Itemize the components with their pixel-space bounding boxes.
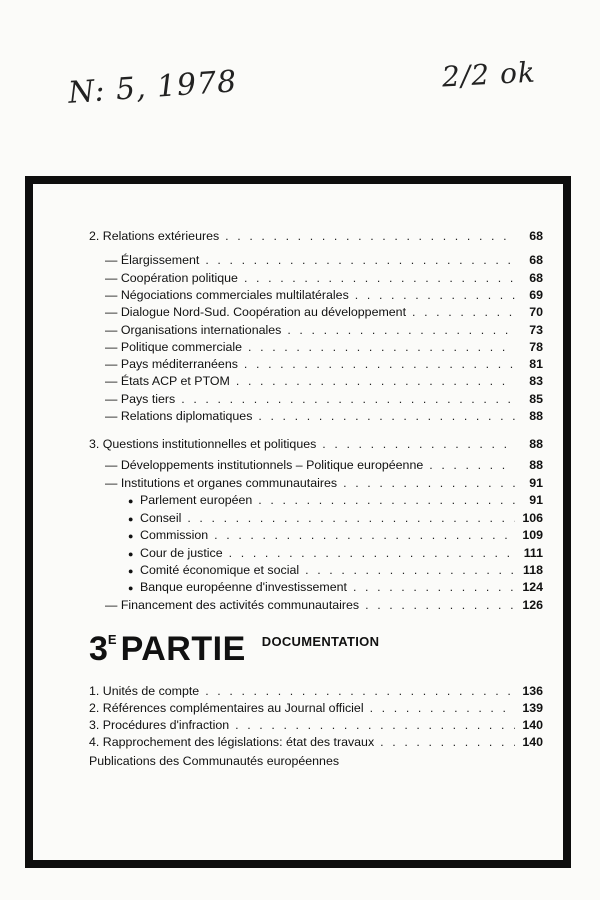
toc-label: — États ACP et PTOM	[105, 374, 230, 388]
bullet-icon: ●	[128, 549, 134, 559]
contents-frame	[25, 176, 571, 868]
toc-label: Conseil	[140, 511, 182, 525]
toc-label: 3. Procédures d'infraction	[89, 718, 230, 732]
toc-subitem[interactable]	[128, 511, 543, 528]
toc-page-number: 83	[529, 374, 543, 388]
partie-title: PARTIE	[120, 630, 246, 668]
dot-leader	[355, 288, 515, 302]
toc-page-number: 109	[522, 528, 543, 542]
toc-page-number: 140	[522, 718, 543, 732]
toc-page-number: 139	[522, 701, 543, 715]
dot-leader	[225, 229, 515, 243]
dot-leader	[214, 528, 515, 542]
toc-subitem[interactable]	[128, 563, 543, 580]
toc-doc-item[interactable]	[89, 701, 543, 718]
toc-page-number: 73	[529, 323, 543, 337]
dot-leader	[305, 563, 515, 577]
toc-label: 2. Relations extérieures	[89, 229, 220, 243]
publications-note: Publications des Communautés européennes	[89, 754, 340, 768]
toc-item[interactable]	[105, 323, 543, 340]
toc-page-number: 70	[529, 305, 543, 319]
toc-label: Comité économique et social	[140, 563, 300, 577]
toc-subitem[interactable]	[128, 528, 543, 545]
toc-page-number: 81	[529, 357, 543, 371]
toc-page-number: 68	[529, 271, 543, 285]
toc-label: Parlement européen	[140, 493, 253, 507]
toc-label: Commission	[140, 528, 209, 542]
toc-page-number: 140	[522, 735, 543, 749]
dot-leader	[258, 409, 515, 423]
table-of-contents	[33, 184, 563, 860]
toc-label: — Financement des activités communautaires	[105, 598, 360, 612]
toc-item[interactable]	[105, 253, 543, 270]
dot-leader	[205, 684, 515, 698]
dot-leader	[181, 392, 515, 406]
toc-page-number: 126	[522, 598, 543, 612]
partie-superscript: E	[107, 632, 117, 647]
toc-page-number: 78	[529, 340, 543, 354]
toc-page-number: 106	[522, 511, 543, 525]
dot-leader	[187, 511, 515, 525]
toc-label: 3. Questions institutionnelles et politiques	[89, 437, 317, 451]
dot-leader	[322, 437, 515, 451]
dot-leader	[412, 305, 515, 319]
toc-item[interactable]	[105, 288, 543, 305]
toc-page-number: 88	[529, 409, 543, 423]
dot-leader	[244, 271, 515, 285]
toc-label: — Coopération politique	[105, 271, 238, 285]
toc-label: Cour de justice	[140, 546, 223, 560]
partie-heading	[89, 632, 379, 666]
toc-label: — Négociations commerciales multilatérales	[105, 288, 349, 302]
toc-heading-relations[interactable]	[89, 229, 543, 246]
toc-item[interactable]	[105, 271, 543, 288]
bullet-icon: ●	[128, 531, 134, 541]
toc-page-number: 69	[529, 288, 543, 302]
toc-item[interactable]	[105, 409, 543, 426]
toc-label: 1. Unités de compte	[89, 684, 200, 698]
toc-label: 2. Références complémentaires au Journal officiel	[89, 701, 364, 715]
toc-doc-item[interactable]	[89, 718, 543, 735]
toc-doc-item[interactable]	[89, 735, 543, 752]
dot-leader	[287, 323, 515, 337]
toc-item[interactable]	[105, 340, 543, 357]
handwritten-issue-number: N: 5, 1978	[66, 64, 239, 111]
toc-item[interactable]	[105, 357, 543, 374]
toc-subitem[interactable]	[128, 546, 543, 563]
toc-label: — Élargissement	[105, 253, 200, 267]
dot-leader	[236, 374, 515, 388]
toc-doc-item[interactable]	[89, 684, 543, 701]
toc-item[interactable]	[105, 392, 543, 409]
toc-label: Banque européenne d'investissement	[140, 580, 347, 594]
bullet-icon: ●	[128, 566, 134, 576]
toc-page-number: 118	[523, 563, 543, 577]
handwritten-check-note: 2/2 ok	[441, 55, 537, 94]
toc-label: 4. Rapprochement des législations: état des travaux	[89, 735, 375, 749]
toc-label: — Politique commerciale	[105, 340, 243, 354]
toc-page-number: 91	[529, 493, 543, 507]
dot-leader	[365, 598, 515, 612]
toc-page-number: 68	[529, 229, 543, 243]
toc-item[interactable]	[105, 305, 543, 322]
toc-label: — Pays tiers	[105, 392, 176, 406]
toc-item[interactable]	[105, 476, 543, 493]
dot-leader	[370, 701, 515, 715]
toc-heading-institutions[interactable]	[89, 437, 543, 454]
partie-number: 3	[89, 630, 108, 668]
dot-leader	[235, 718, 515, 732]
dot-leader	[343, 476, 515, 490]
partie-subtitle: DOCUMENTATION	[261, 634, 380, 649]
toc-page-number: 91	[529, 476, 543, 490]
dot-leader	[353, 580, 515, 594]
toc-label: — Institutions et organes communautaires	[105, 476, 338, 490]
bullet-icon: ●	[128, 496, 134, 506]
bullet-icon: ●	[128, 514, 134, 524]
toc-label: — Développements institutionnels – Politique européenne	[105, 458, 424, 472]
dot-leader	[229, 546, 515, 560]
toc-page-number: 85	[529, 392, 543, 406]
toc-item[interactable]	[105, 458, 543, 475]
toc-subitem[interactable]	[128, 493, 543, 510]
toc-label: — Relations diplomatiques	[105, 409, 253, 423]
toc-subitem[interactable]	[128, 580, 543, 597]
toc-label: — Dialogue Nord-Sud. Coopération au développement	[105, 305, 407, 319]
toc-label: — Pays méditerranéens	[105, 357, 238, 371]
toc-page-number: 136	[522, 684, 543, 698]
dot-leader	[248, 340, 515, 354]
toc-page-number: 88	[529, 458, 543, 472]
toc-item[interactable]	[105, 374, 543, 391]
dot-leader	[429, 458, 515, 472]
toc-page-number: 124	[522, 580, 543, 594]
toc-label: — Organisations internationales	[105, 323, 282, 337]
bullet-icon: ●	[128, 583, 134, 593]
dot-leader	[205, 253, 515, 267]
toc-item[interactable]	[105, 598, 543, 615]
dot-leader	[244, 357, 515, 371]
toc-page-number: 111	[523, 546, 543, 560]
dot-leader	[380, 735, 515, 749]
dot-leader	[258, 493, 515, 507]
toc-page-number: 88	[529, 437, 543, 451]
toc-page-number: 68	[529, 253, 543, 267]
